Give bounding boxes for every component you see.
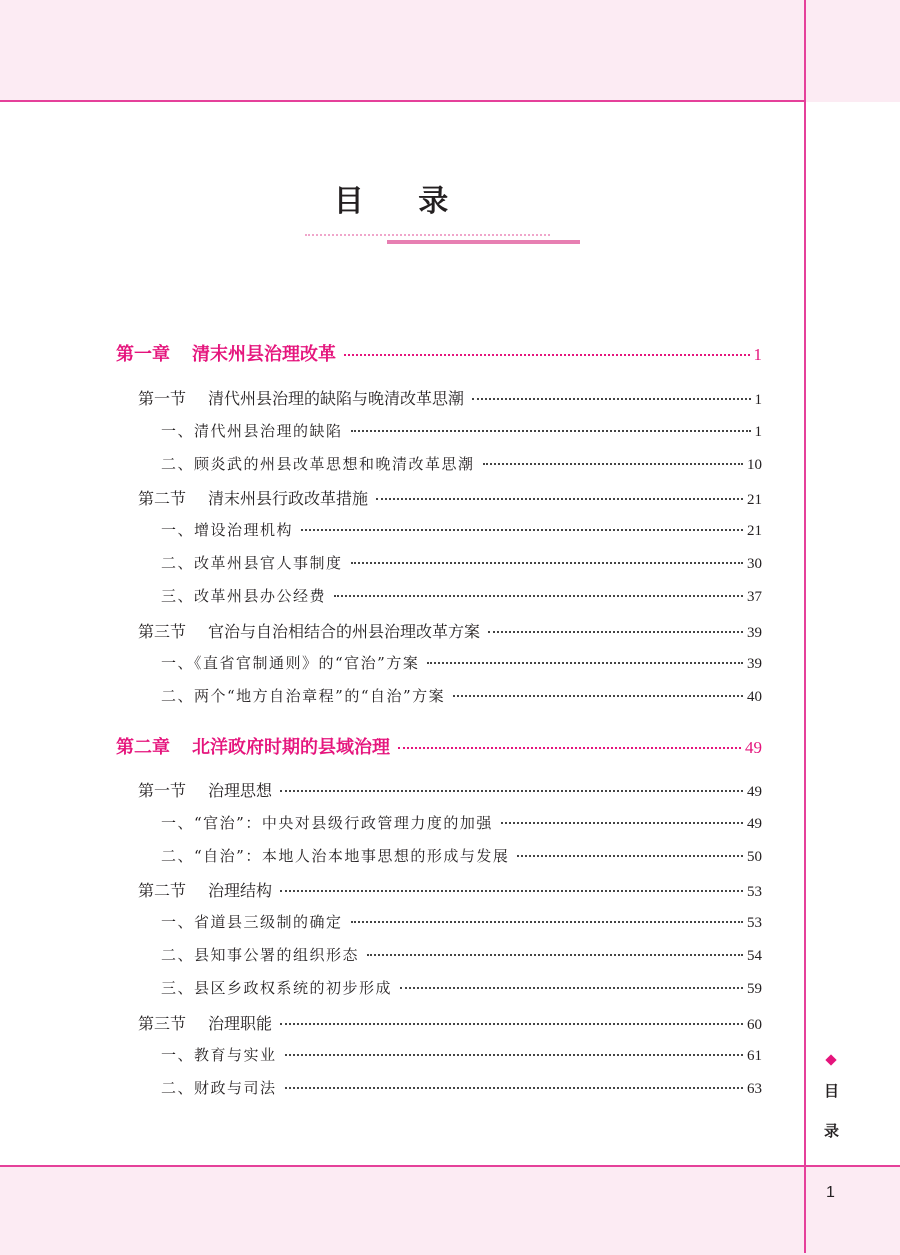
toc-page-number: 53: [747, 915, 762, 931]
toc-page-number: 50: [747, 849, 762, 865]
toc-item[interactable]: [161, 911, 762, 932]
toc-number: 第三节: [138, 1014, 187, 1033]
toc-text: 二、两个“地方自治章程”的“自治”方案: [161, 687, 446, 705]
diamond-icon: [824, 1053, 838, 1067]
toc-text: 二、顾炎武的州县改革思想和晚清改革思潮: [161, 455, 475, 473]
dot-leader: [344, 354, 750, 356]
toc-page-number: 1: [753, 345, 762, 364]
toc-item[interactable]: [161, 845, 762, 866]
toc-page-number: 10: [747, 457, 762, 473]
dot-leader: [280, 890, 743, 892]
toc-text: 三、县区乡政权系统的初步形成: [161, 979, 393, 997]
dot-leader: [400, 987, 743, 989]
toc-text: 一、《直省官制通则》的“官治”方案: [161, 654, 420, 672]
toc-item[interactable]: [161, 453, 762, 474]
toc-section[interactable]: [138, 486, 762, 509]
toc-page-number: 63: [747, 1081, 762, 1097]
toc-page-number: 53: [747, 884, 762, 900]
toc-page-number: 40: [747, 689, 762, 705]
toc-text: 治理结构: [208, 881, 273, 900]
toc-text: 北洋政府时期的县域治理: [192, 737, 390, 758]
toc-page-number: 49: [747, 816, 762, 832]
dot-leader: [285, 1054, 743, 1056]
dot-leader: [334, 595, 743, 597]
toc-number: 第三节: [138, 622, 187, 641]
dot-leader: [483, 463, 743, 465]
toc-text: 一、省道县三级制的确定: [161, 913, 343, 931]
toc-item[interactable]: [161, 519, 762, 540]
dot-leader: [280, 1023, 743, 1025]
right-margin-inner: [806, 102, 900, 1165]
toc-text: 一、“官治”：中央对县级行政管理力度的加强: [161, 814, 493, 832]
dot-leader: [351, 430, 751, 432]
dot-leader: [453, 695, 743, 697]
dot-leader: [280, 790, 743, 792]
dot-leader: [376, 498, 743, 500]
dot-leader: [301, 529, 743, 531]
dot-leader: [501, 822, 743, 824]
toc-text: 治理职能: [208, 1014, 273, 1033]
dot-leader: [351, 562, 743, 564]
dot-leader: [517, 855, 743, 857]
toc-item[interactable]: [161, 1077, 762, 1098]
side-label-1: 目: [824, 1082, 840, 1100]
toc-page-number: 30: [747, 556, 762, 572]
toc-text: 官治与自治相结合的州县治理改革方案: [208, 622, 481, 641]
toc-page-number: 60: [747, 1017, 762, 1033]
toc-page-number: 1: [754, 392, 762, 408]
dot-leader: [472, 398, 750, 400]
dot-leader: [367, 954, 743, 956]
toc-text: 三、改革州县办公经费: [161, 587, 327, 605]
toc-chapter[interactable]: [116, 340, 762, 366]
toc-number: 第一节: [138, 781, 187, 800]
page-number: 1: [826, 1184, 835, 1201]
toc-item[interactable]: [161, 585, 762, 606]
toc-text: 一、增设治理机构: [161, 521, 294, 539]
right-rule: [804, 0, 806, 1253]
toc-item[interactable]: [161, 944, 762, 965]
toc-section[interactable]: [138, 619, 762, 642]
toc-page-number: 37: [747, 589, 762, 605]
bottom-margin-band: [0, 1165, 900, 1255]
toc-page-number: 49: [745, 738, 762, 757]
toc-item[interactable]: [161, 552, 762, 573]
toc-number: 第一节: [138, 389, 187, 408]
toc-text: 二、县知事公署的组织形态: [161, 946, 360, 964]
toc-chapter[interactable]: [116, 733, 762, 759]
toc-section[interactable]: [138, 386, 762, 409]
toc-text: 清末州县治理改革: [192, 344, 336, 365]
toc-item[interactable]: [161, 685, 762, 706]
toc-text: 一、清代州县治理的缺陷: [161, 422, 343, 440]
toc-text: 二、“自治”：本地人治本地事思想的形成与发展: [161, 847, 510, 865]
toc-section[interactable]: [138, 1011, 762, 1034]
toc-page-number: 61: [747, 1048, 762, 1064]
toc-page-number: 21: [747, 523, 762, 539]
toc-text: 二、财政与司法: [161, 1079, 277, 1097]
toc-section[interactable]: [138, 878, 762, 901]
toc-text: 清代州县治理的缺陷与晚清改革思潮: [208, 389, 465, 408]
toc-number: 第一章: [116, 344, 170, 365]
toc-page-number: 54: [747, 948, 762, 964]
toc-number: 第二节: [138, 881, 187, 900]
side-label-2: 录: [824, 1122, 840, 1140]
toc-page-number: 21: [747, 492, 762, 508]
toc-page-number: 49: [747, 784, 762, 800]
toc-page-number: 39: [747, 625, 762, 641]
toc-text: 二、改革州县官人事制度: [161, 554, 343, 572]
dot-leader: [285, 1087, 743, 1089]
toc-text: 治理思想: [208, 781, 273, 800]
toc-number: 第二节: [138, 489, 187, 508]
toc-item[interactable]: [161, 812, 762, 833]
page-title: 目 录: [333, 184, 471, 219]
toc-text: 清末州县行政改革措施: [208, 489, 369, 508]
toc-page-number: 59: [747, 981, 762, 997]
toc-section[interactable]: [138, 778, 762, 801]
dot-leader: [488, 631, 743, 633]
toc-item[interactable]: [161, 420, 762, 441]
toc-item[interactable]: [161, 1044, 762, 1065]
toc-page-number: 1: [754, 424, 762, 440]
dot-leader: [398, 747, 741, 749]
toc-item[interactable]: [161, 977, 762, 998]
toc-number: 第二章: [116, 737, 170, 758]
toc-page-number: 39: [747, 656, 762, 672]
toc-text: 一、教育与实业: [161, 1046, 277, 1064]
dot-leader: [427, 662, 743, 664]
toc-item[interactable]: [161, 652, 762, 673]
dot-leader: [351, 921, 743, 923]
